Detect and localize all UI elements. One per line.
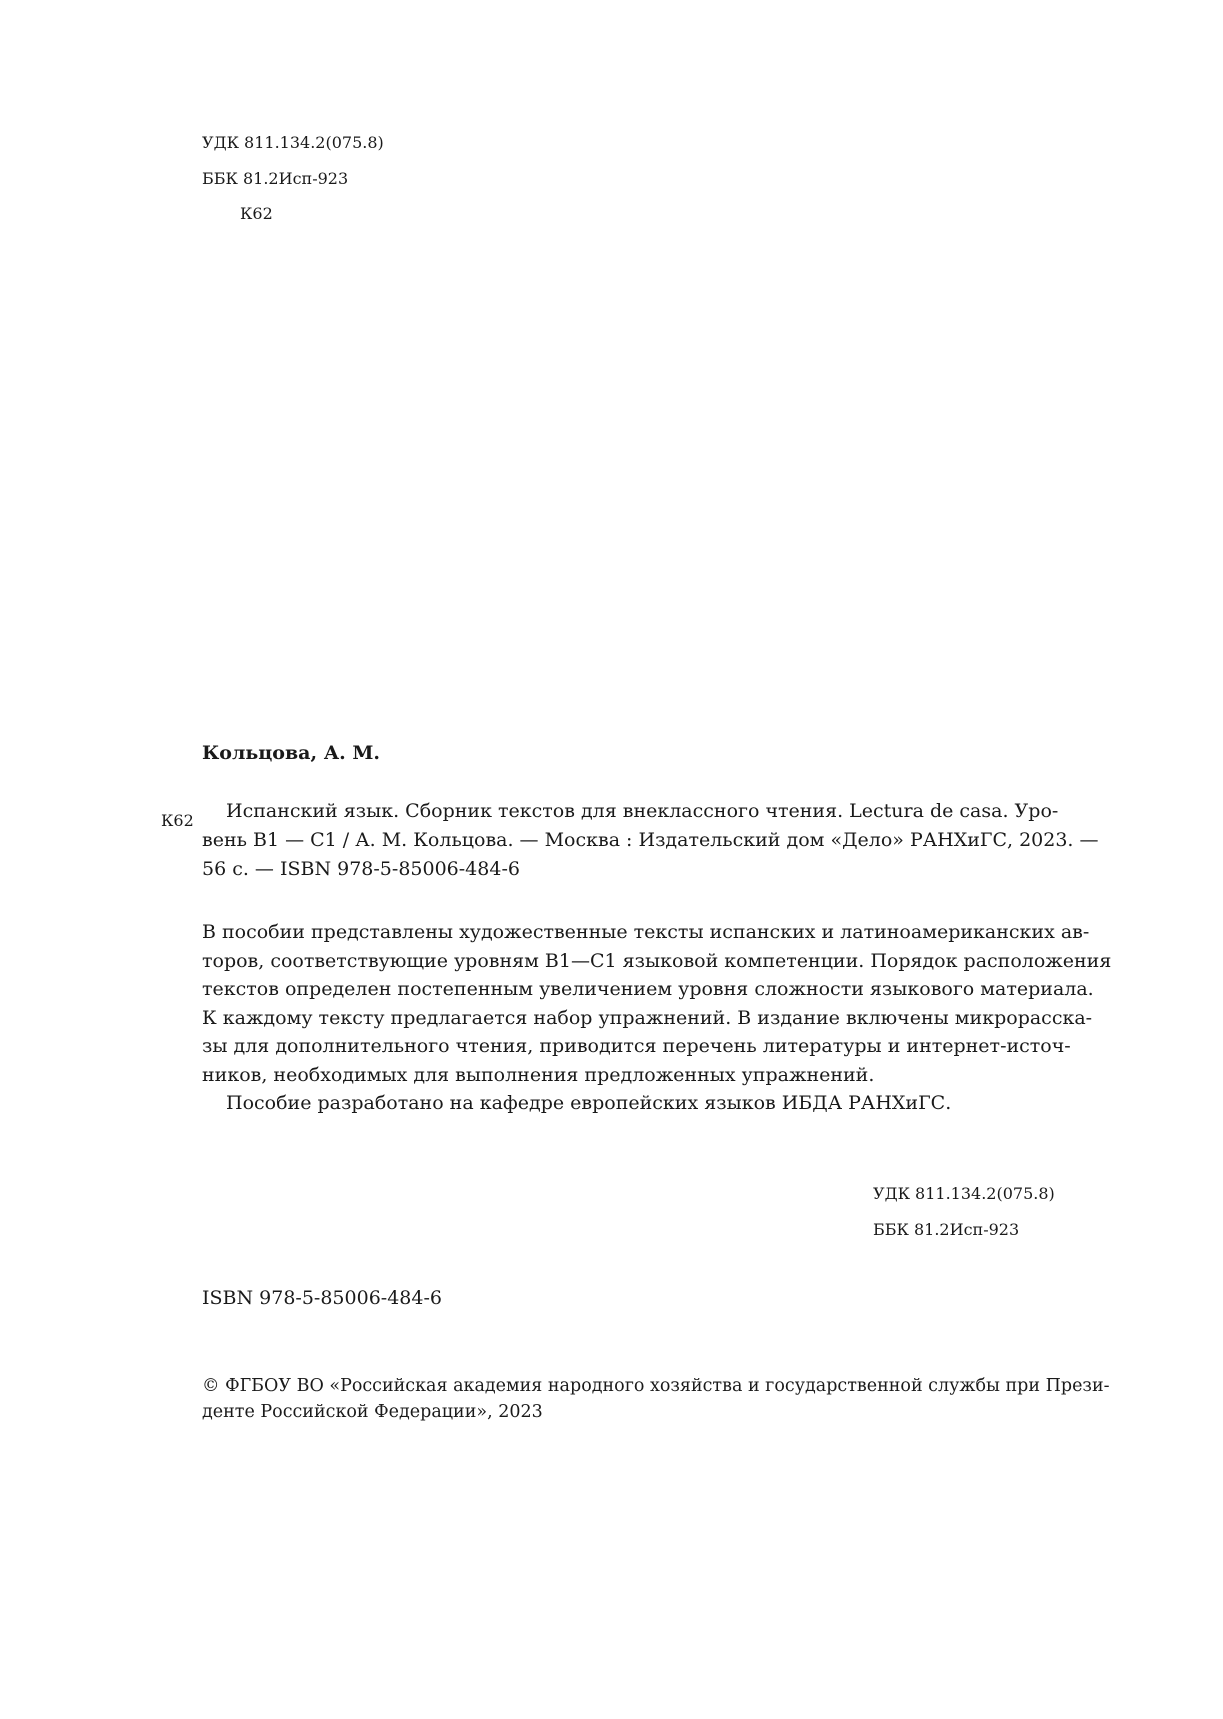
annotation-line: ников, необходимых для выполнения предложенных упражнений. bbox=[202, 1063, 875, 1086]
annotation-paragraph bbox=[202, 1089, 1054, 1118]
annotation bbox=[202, 918, 1112, 1118]
author-name: Кольцова, А. М. bbox=[202, 742, 381, 764]
udk-code-top: УДК 811.134.2(075.8) bbox=[202, 133, 384, 152]
bibliographic-line: вень В1 — С1 / А. М. Кольцова. — Москва : Издательский дом «Дело» РАНХиГС, 2023. — bbox=[202, 829, 1099, 851]
author-mark-margin: К62 bbox=[161, 811, 194, 830]
bibliographic-line: 56 с. — ISBN 978-5-85006-484-6 bbox=[202, 858, 520, 880]
annotation-line: торов, соответствующие уровням В1—С1 языковой компетенции. Порядок расположения bbox=[202, 949, 1112, 972]
copyright-line: © ФГБОУ ВО «Российская академия народного хозяйства и государственной службы при Прези- bbox=[202, 1376, 1110, 1396]
bbk-code-top: ББК 81.2Исп-923 bbox=[202, 169, 349, 188]
isbn: ISBN 978-5-85006-484-6 bbox=[202, 1287, 442, 1309]
copyright-line: денте Российской Федерации», 2023 bbox=[202, 1402, 543, 1422]
annotation-line: Пособие разработано на кафедре европейских языков ИБДА РАНХиГС. bbox=[226, 1092, 952, 1114]
annotation-line: К каждому тексту предлагается набор упражнений. В издание включены микрорасска- bbox=[202, 1006, 1093, 1029]
udk-code-bottom: УДК 811.134.2(075.8) bbox=[873, 1184, 1055, 1203]
bibliographic-line: Испанский язык. Сборник текстов для внеклассного чтения. Lectura de casa. Уро- bbox=[226, 800, 1059, 822]
copyright-notice bbox=[202, 1373, 1110, 1425]
annotation-line: В пособии представлены художественные тексты испанских и латиноамериканских ав- bbox=[202, 921, 1090, 943]
annotation-line: зы для дополнительного чтения, приводится перечень литературы и интернет-источ- bbox=[202, 1035, 1071, 1057]
author-mark-top: К62 bbox=[240, 204, 273, 223]
annotation-paragraph bbox=[202, 918, 1112, 1089]
annotation-line: текстов определен постепенным увеличением уровня сложности языкового материала. bbox=[202, 978, 1094, 1000]
bbk-code-bottom: ББК 81.2Исп-923 bbox=[873, 1220, 1020, 1239]
bibliographic-record bbox=[202, 797, 1099, 884]
